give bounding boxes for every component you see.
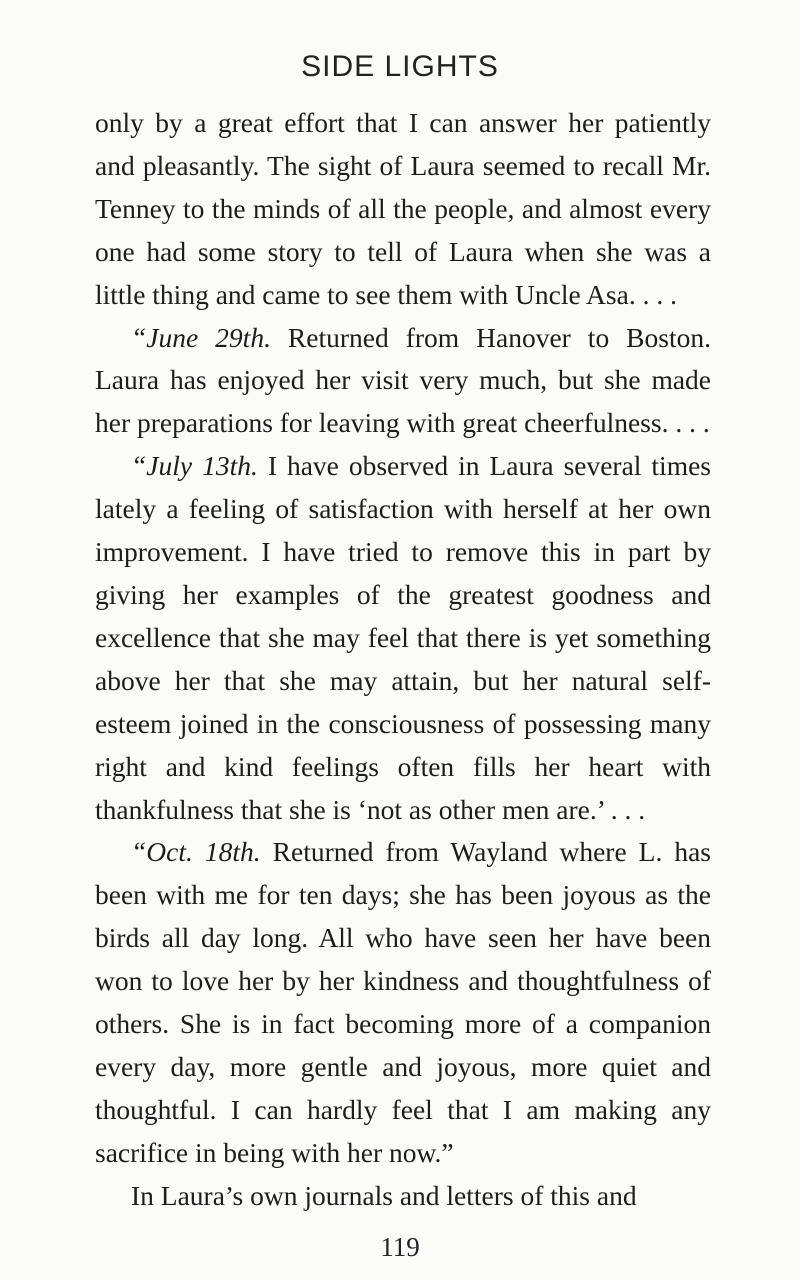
running-head: SIDE LIGHTS [301,50,499,83]
journal-entry-july-13 [95,445,711,831]
entry-date: “Oct. 18th. [131,836,261,868]
paragraph-text: only by a great effort that I can answer her patiently and pleasantly. The sight of Laura seemed to recall Mr. Tenney to the minds of all the people, and almost every one had some story to tell of Laura when she was a little thing and came to see them with Uncle Asa. . . . [95,107,711,310]
entry-text: I have observed in Laura several times lately a feeling of satisfaction with herself at her own improvement. I have tried to remove this in part by giving her examples of the greatest goodness and excellence that she may feel that there is yet something above her that she may attain, but her natural self-esteem joined in the consciousness of possessing many right and kind feelings often fills her heart with thankfulness that she is ‘not as other men are.’ . . . [95,450,711,825]
entry-date: “June 29th. [131,321,271,353]
paragraph-continuation [95,102,711,317]
page-number: 119 [380,1232,420,1262]
paragraph-closing [95,1175,711,1218]
journal-entry-june-29 [95,317,711,446]
entry-text: Returned from Wayland where L. has been with me for ten days; she has been joyous as the birds all day long. All who have seen her have been won to love her by her kindness and thoughtfulness of others. She is in fact becoming more of a companion every day, more gentle and joyous, more quiet and thoughtful. I can hardly feel that I am making any sacrifice in being with her now.” [95,836,712,1168]
entry-text: Returned from Hanover to Boston. Laura has enjoyed her visit very much, but she made her preparations for leaving with great cheerfulness. . . . [95,321,711,439]
journal-entry-oct-18 [95,831,711,1174]
paragraph-text: In Laura’s own journals and letters of this and [131,1179,637,1211]
entry-date: “July 13th. [131,450,258,482]
body-text [95,102,711,1218]
